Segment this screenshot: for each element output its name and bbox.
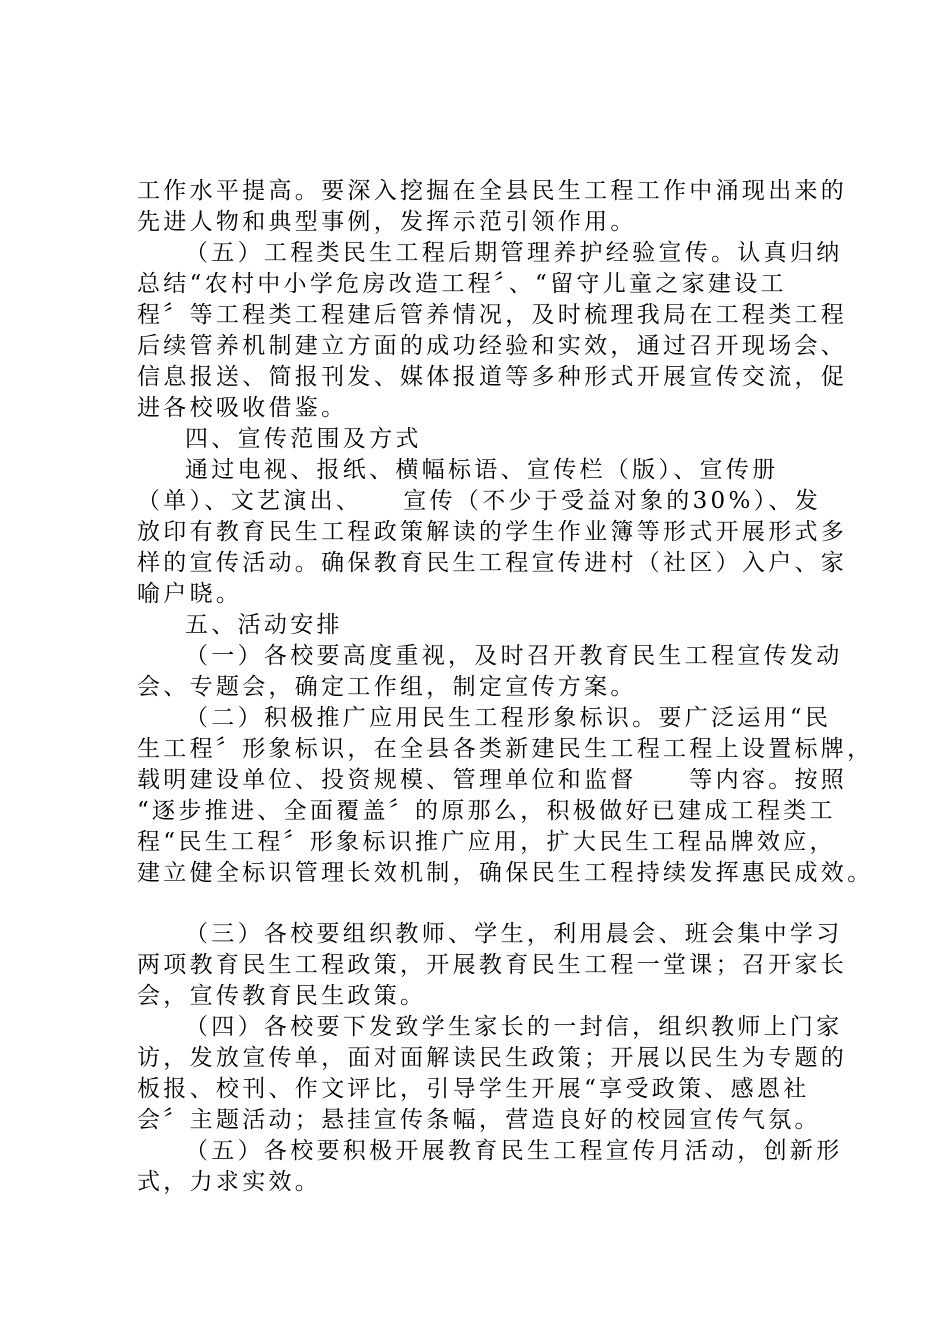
text-line: 信息报送、简报刊发、媒体报道等多种形式开展宣传交流，促 — [137, 364, 848, 390]
text-line: 建立健全标识管理长效机制，确保民生工程持续发挥惠民成效。 — [137, 860, 874, 886]
text-line: 程“民生工程〞形象标识推广应用，扩大民生工程品牌效应， — [137, 829, 836, 855]
paragraph-heading-1: （一）各校要高度重视，及时召开教育民生工程宣传发动 — [185, 643, 843, 669]
text-line: （单）、文艺演出、 宣传（不少于受益对象的30%）、发 — [137, 488, 822, 514]
text-line: 生工程〞形象标识，在全县各类新建民生工程工程上设置标牌， — [137, 736, 874, 762]
text-line: 式，力求实效。 — [137, 1169, 322, 1195]
text-line: 样的宣传活动。确保教育民生工程宣传进村（社区）入户、家 — [137, 550, 848, 576]
paragraph-heading-4: （四）各校要下发致学生家长的一封信，组织教师上门家 — [185, 1014, 843, 1040]
text-line: 通过电视、报纸、横幅标语、宣传栏（版）、宣传册 — [185, 457, 779, 483]
text-line: 访，发放宣传单，面对面解读民生政策；开展以民生为专题的 — [137, 1045, 848, 1071]
paragraph-heading-5b: （五）各校要积极开展教育民生工程宣传月活动，创新形 — [185, 1138, 843, 1164]
text-line: 会〞主题活动；悬挂宣传条幅，营造良好的校园宣传气氛。 — [137, 1107, 821, 1133]
text-line: 放印有教育民生工程政策解读的学生作业簿等形式开展形式多 — [137, 519, 848, 545]
text-line: 会，宣传教育民生政策。 — [137, 983, 427, 1009]
paragraph-heading-3: （三）各校要组织教师、学生，利用晨会、班会集中学习 — [185, 921, 843, 947]
section-heading-4: 四、宣传范围及方式 — [185, 426, 422, 452]
text-line: 载明建设单位、投资规模、管理单位和监督 等内容。按照 — [137, 767, 848, 793]
text-line: 两项教育民生工程政策，开展教育民生工程一堂课；召开家长 — [137, 952, 848, 978]
paragraph-heading-5: （五）工程类民生工程后期管理养护经验宣传。认真归纳 — [185, 240, 843, 266]
paragraph-heading-2: （二）积极推广应用民生工程形象标识。要广泛运用“民 — [185, 705, 832, 731]
text-line: 板报、校刊、作文评比，引导学生开展“享受政策、感恩社 — [137, 1076, 810, 1102]
text-line: 后续管养机制建立方面的成功经验和实效，通过召开现场会、 — [137, 333, 848, 359]
text-line: 先进人物和典型事例，发挥示范引领作用。 — [137, 209, 637, 235]
text-line: 工作水平提高。要深入挖掘在全县民生工程工作中涌现出来的 — [137, 178, 848, 204]
text-line: 会、专题会，确定工作组，制定宣传方案。 — [137, 674, 637, 700]
text-line: 总结“农村中小学危房改造工程〞、“留守儿童之家建设工 — [137, 271, 787, 297]
section-heading-5: 五、活动安排 — [185, 612, 343, 638]
text-line: 程〞等工程类工程建后管养情况，及时梳理我局在工程类工程 — [137, 302, 848, 328]
text-line: 进各校吸收借鉴。 — [137, 395, 348, 421]
text-line: 喻户晓。 — [137, 581, 243, 607]
text-line: “逐步推进、全面覆盖〞的原那么，积极做好已建成工程类工 — [137, 798, 836, 824]
